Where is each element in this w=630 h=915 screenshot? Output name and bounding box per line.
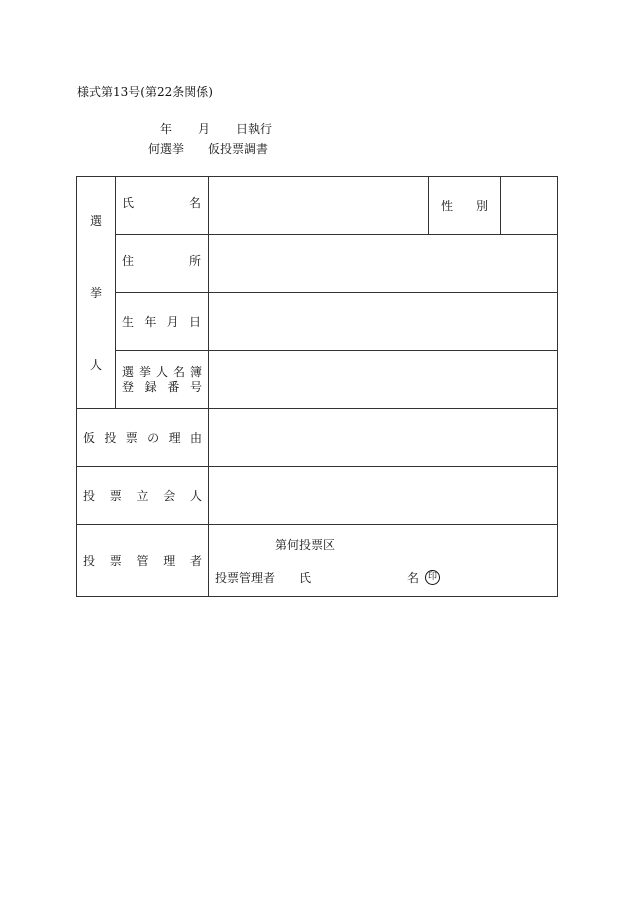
manager-district: 第何投票区 [275,538,336,552]
date-day-exec: 日執行 [236,122,273,136]
birthdate-field[interactable] [209,293,558,351]
address-label: 住 所 [116,235,209,293]
provisional-vote-table [76,176,558,597]
name-label: 氏 名 [116,177,209,235]
gender-label: 性 別 [429,177,501,235]
registry-number-label: 選 挙 人 名 簿 登 録 番 号 [116,351,209,409]
form-number: 様式第13号(第22条関係) [77,85,213,99]
title-text: 仮投票調書 [208,142,269,156]
manager-field[interactable] [209,525,558,597]
execution-date-line [160,123,272,135]
birthdate-label: 生 年 月 日 [116,293,209,351]
manager-name-label-1: 氏 [299,570,312,585]
seal-icon: 印 [425,570,440,585]
manager-label: 投 票 管 理 者 [77,525,209,597]
manager-signature-line [215,570,440,585]
gender-field[interactable] [501,177,558,235]
manager-title: 投票管理者 [215,570,276,585]
registry-number-field[interactable] [209,351,558,409]
date-month: 月 [198,122,211,136]
date-year: 年 [160,122,173,136]
document-title [148,143,268,155]
manager-name-label-2: 名 [407,570,420,585]
witness-field[interactable] [209,467,558,525]
address-field[interactable] [209,235,558,293]
voter-group-label: 選 挙 人 [77,177,116,409]
provisional-reason-field[interactable] [209,409,558,467]
election-name: 何選挙 [148,142,185,156]
provisional-reason-label: 仮 投 票 の 理 由 [77,409,209,467]
name-field[interactable] [209,177,429,235]
witness-label: 投 票 立 会 人 [77,467,209,525]
